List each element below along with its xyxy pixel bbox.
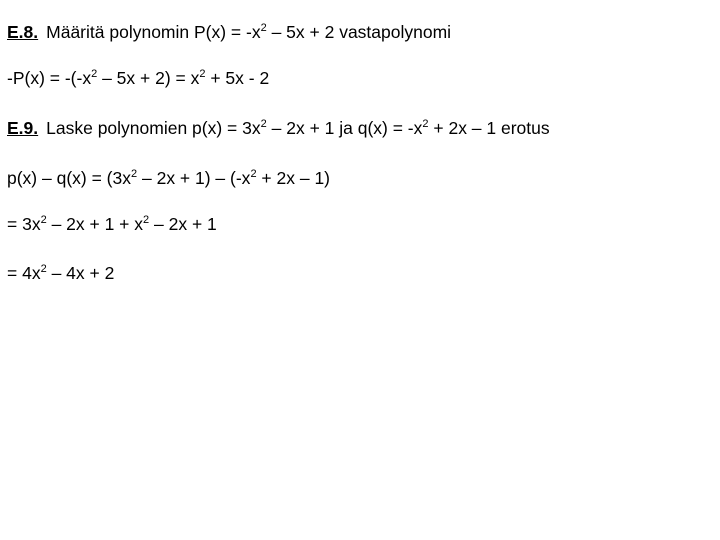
exponent: 2 — [422, 118, 429, 130]
step-text: – 2x + 1) – (-x — [137, 168, 251, 188]
exercise-9-task-text: + 2x – 1 erotus — [428, 118, 550, 138]
exponent: 2 — [260, 118, 267, 130]
exercise-9-step-3 — [7, 262, 114, 284]
exercise-8-label: E.8. — [7, 22, 39, 42]
exponent: 2 — [40, 263, 47, 275]
exponent: 2 — [199, 68, 206, 80]
exponent: 2 — [91, 68, 98, 80]
step-text: – 2x + 1 — [149, 214, 217, 234]
exercise-9-step-1 — [7, 167, 330, 189]
step-text: – 4x + 2 — [46, 263, 115, 283]
exponent: 2 — [40, 214, 47, 226]
exercise-8-task-text: – 5x + 2 vastapolynomi — [266, 22, 452, 42]
exercise-8-solution — [7, 67, 269, 89]
step-text: – 2x + 1 + x — [46, 214, 144, 234]
solution-text: -P(x) = -(-x — [7, 68, 92, 88]
step-text: + 2x – 1) — [256, 168, 331, 188]
exponent: 2 — [131, 168, 138, 180]
step-text: = 3x — [7, 214, 41, 234]
exponent: 2 — [250, 168, 257, 180]
exercise-9-task-text: – 2x + 1 ja q(x) = -x — [266, 118, 423, 138]
exercise-9-task — [7, 117, 550, 139]
step-text: p(x) – q(x) = (3x — [7, 168, 131, 188]
exercise-9-task-text: Laske polynomien p(x) = 3x — [46, 118, 261, 138]
exponent: 2 — [260, 22, 267, 34]
solution-text: + 5x - 2 — [205, 68, 270, 88]
solution-text: – 5x + 2) = x — [97, 68, 200, 88]
exercise-9-label: E.9. — [7, 118, 39, 138]
exercise-9-step-2 — [7, 213, 217, 235]
exercise-8-task — [7, 21, 451, 43]
exercise-8-task-text: Määritä polynomin P(x) = -x — [46, 22, 261, 42]
exponent: 2 — [143, 214, 150, 226]
step-text: = 4x — [7, 263, 41, 283]
